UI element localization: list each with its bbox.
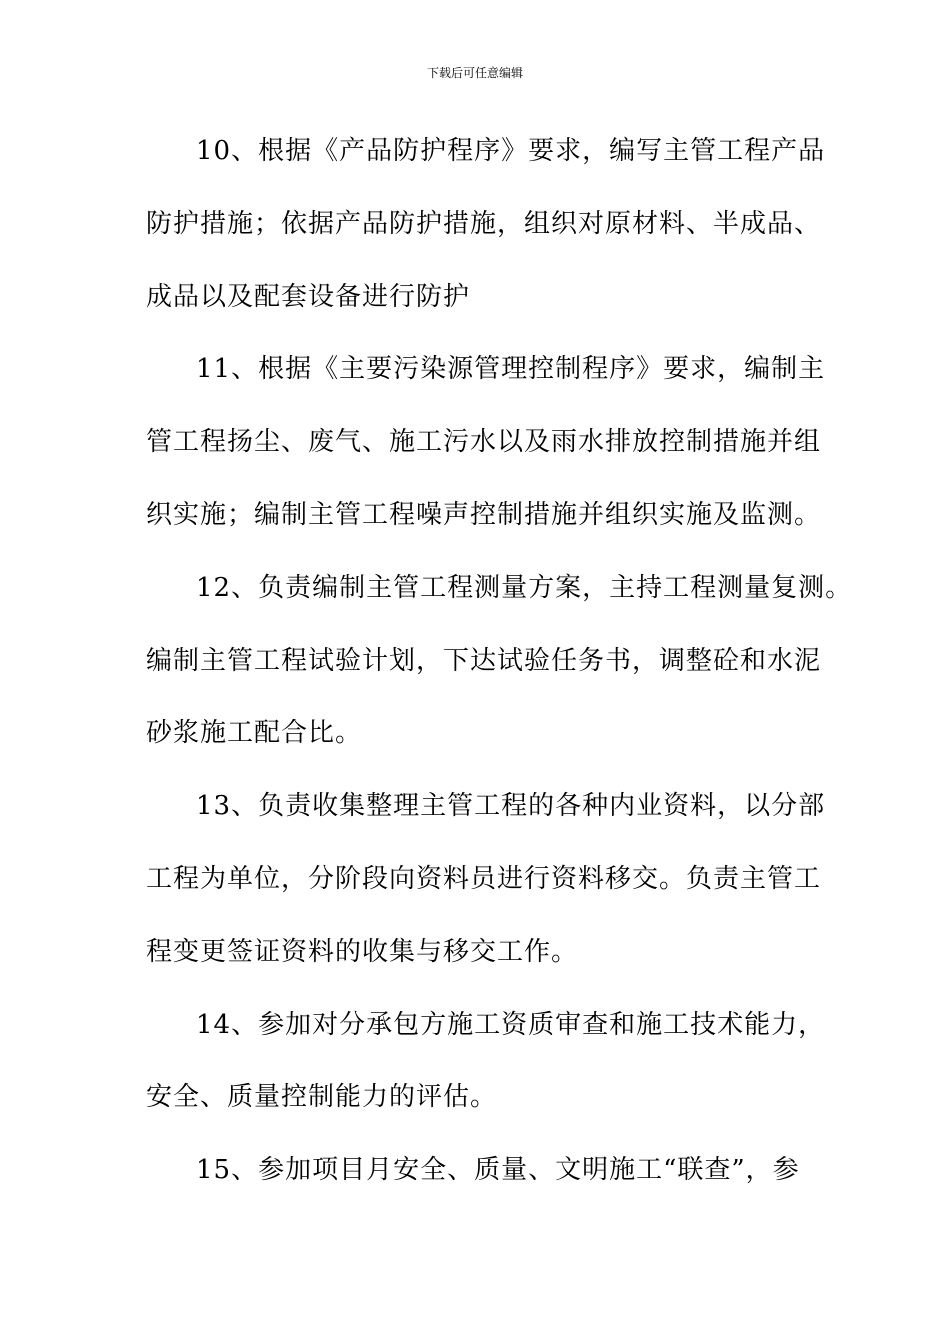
text-line: 砂浆施工配合比。 [146,718,363,749]
text-line: 安全、质量控制能力的评估。 [146,1082,498,1113]
text-line: 11、根据《主要污染源管理控制程序》要求，编制主 [196,354,826,385]
text-line: 15、参加项目月安全、质量、文明施工“联查”，参 [196,1155,800,1186]
document-body [146,126,853,1218]
text-line: 10、根据《产品防护程序》要求，编写主管工程产品 [196,136,826,166]
text-line: 编制主管工程试验计划，下达试验任务书，调整砼和水泥 [146,645,822,676]
page-header: 下载后可任意编辑 [426,66,523,80]
text-line: 织实施；编制主管工程噪声控制措施并组织实施及监测。 [146,499,822,530]
text-line: 工程为单位，分阶段向资料员进行资料移交。负责主管工 [146,863,822,894]
text-line: 程变更签证资料的收集与移交工作。 [146,936,579,967]
text-line: 成品以及配套设备进行防护 [146,281,471,312]
text-line: 14、参加对分承包方施工资质审查和施工技术能力， [196,1009,826,1040]
text-line: 管工程扬尘、废气、施工污水以及雨水排放控制措施并组 [146,427,822,458]
text-line: 13、负责收集整理主管工程的各种内业资料，以分部 [196,791,826,822]
text-line: 防护措施；依据产品防护措施，组织对原材料、半成品、 [146,208,822,239]
text-line: 12、负责编制主管工程测量方案，主持工程测量复测。 [196,572,853,603]
